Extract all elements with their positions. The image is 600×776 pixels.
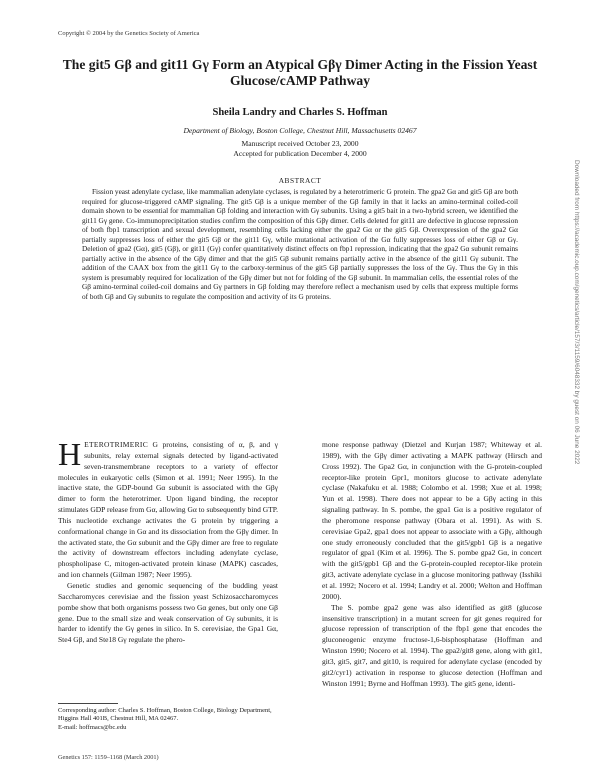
journal-citation: Genetics 157: 1159–1168 (March 2001) [58,754,159,761]
corresponding-author-footnote [58,707,278,732]
footnote-divider [58,703,118,704]
abstract-text: Fission yeast adenylate cyclase, like mammalian adenylate cyclases, is regulated by a heterotrimeric G protein. The gpa2 Gα and git5 Gβ are both required for glucose-triggered cAMP signaling. The git5 Gβ is a unique member of the Gβ family in that it lacks an amino-terminal coiled-coil domain shown to be essential for mammalian Gβ folding and interaction with Gγ subunits. Using a git5 bait in a two-hybrid screen, we identified the git11 Gγ gene. Co-immunoprecipitation studies confirm the composition of this Gβγ dimer. Cells deleted for git11 are defective in glucose repression of both fbp1 transcription and sexual development, resembling cells lacking either the gpa2 Gα or the git5 Gβ. Overexpression of the gpa2 Gα partially suppresses loss of either the git5 Gβ or the git11 Gγ, while mutational activation of the Gα fully suppresses loss of either Gβ or Gγ. Deletion of gpa2 (Gα), git5 (Gβ), or git11 (Gγ) confer quantitatively distinct effects on fbp1 repression, indicating that the gpa2 Gα subunit remains partially active in the absence of the Gβγ dimer and that the git5 Gβ subunit remains partially active in the absence of the git11 Gγ subunit. The addition of the CAAX box from the git11 Gγ to the carboxy-terminus of the git5 Gβ partially suppresses the loss of the Gγ. Thus the Gγ in this system is presumably required for localization of the Gβγ dimer but not for folding of the Gβ subunit. In mammalian cells, the essential roles of the Gβ amino-terminal coiled-coil domains and Gγ partners in Gβ folding may therefore reflect a mechanism used by cells that express multiple forms of both Gβ and Gγ subunits to regulate the composition and activity of its G proteins. [82,187,518,302]
accepted-date: Accepted for publication December 4, 2000 [233,149,367,158]
affiliation: Department of Biology, Boston College, Chestnut Hill, Massachusetts 02467 [183,126,417,135]
received-date: Manuscript received October 23, 2000 [241,139,359,148]
footnote-author: Corresponding author: Charles S. Hoffman, Boston College, Biology Department, Higgins Hall 401B, Chestnut Hill, MA 02467. [58,707,272,723]
body-column-left [58,436,278,646]
intro-paragraph-3: mone response pathway (Dietzel and Kurjan 1987; Whiteway et al. 1989), with the Gβγ dimer activating a MAPK pathway (Hirsch and Cross 1992). The Gpa2 Gα, in conjunction with the G-protein-coupled receptor-like protein Gpr1, monitors glucose to activate adenylate cyclase (Nakafuku et al. 1988; Colombo et al. 1998; Xue et al. 1998; Yun et al. 1998). There does not appear to be a Gβγ acting in this signaling pathway. In S. pombe, the gpa1 Gα is a positive regulator of the pheromone response pathway (Obara et al. 1991). As with S. cerevisiae Gpa2, gpa1 does not appear to associate with a Gβγ, although one study erroneously concluded that the git5/gpb1 Gβ is a negative regulator of gpa1 (Kim et al. 1996). The S. pombe gpa2 Gα, in concert with the git5/gpb1 Gβ and the G-protein-coupled receptor-like protein git3, activate adenylate cyclase in a glucose monitoring pathway (Isshiki et al. 1992; Nocero et al. 1994; Landry et al. 2000; Welton and Hoffman 2000). [322,440,542,601]
intro-paragraph-1 [58,436,278,581]
intro-paragraph-2: Genetic studies and genomic sequencing of the budding yeast Saccharomyces cerevisiae and the fission yeast Schizosaccharomyces pombe show that both organisms possess two Gα genes, but only one Gβ gene. Due to the small size and weak conservation of Gγ subunits, it is harder to identify the Gγ genes in silico. In S. cerevisiae, the Gpa1 Gα, Ste4 Gβ, and Ste18 Gγ regulate the phero- [58,580,278,645]
footnote-email: E-mail: hoffmacs@bc.edu [58,723,127,731]
paper-title: The git5 Gβ and git11 Gγ Form an Atypical Gβγ Dimer Acting in the Fission Yeast Glucose/cAMP Pathway [62,57,538,88]
authors: Sheila Landry and Charles S. Hoffman [212,107,388,118]
abstract-heading: ABSTRACT [278,176,322,185]
intro-paragraph-1-text: G proteins, consisting of α, β, and γ subunits, relay external signals detected by ligand-activated seven-transmembrane receptors to a variety of effector molecules in eukaryotic cells (Simon et al. 1991; Neer 1995). In the inactive state, the GDP-bound Gα subunit is associated with the Gβγ dimer to form the heterotrimer. Upon ligand binding, the receptor stimulates GDP release from Gα, allowing Gα to subsequently bind GTP. This nucleotide exchange activates the G protein by triggering a conformational change in Gα and its dissociation from the Gβγ dimer. In the activated state, the Gα subunit and the Gβγ dimer are free to regulate the activity of downstream effectors including adenylate cyclase, phospholipase C, mitogen-activated protein kinase (MAPK) cascades, and ion channels (Gilman 1987; Neer 1995). [58,440,278,580]
intro-paragraph-4: The S. pombe gpa2 gene was also identified as git8 (glucose insensitive transcription) in a mutant screen for git genes required for glucose repression of transcription of the fbp1 gene that encodes the gluconeogenic enzyme fructose-1,6-bisphosphatase (Hoffman and Winston 1990; Nocero et al. 1994). The gpa2/git8 gene, along with git1, git3, git5, git7, and git10, is required for adenylate cyclase (encoded by git2/cyr1) activation in response to glucose detection (Hoffman and Winston 1991; Byrne and Hoffman 1993). The git5 gene, identi- [322,602,542,688]
copyright-line: Copyright © 2004 by the Genetics Society of America [58,30,200,37]
manuscript-dates [60,139,540,159]
lead-caps: ETEROTRIMERIC [84,440,149,449]
body-column-right [322,440,542,689]
drop-cap: H [58,436,82,472]
download-watermark: Downloaded from https://academic.oup.com/genetics/article/157/3/1159/6048332 by guest on 06 June 2022 [573,160,580,465]
